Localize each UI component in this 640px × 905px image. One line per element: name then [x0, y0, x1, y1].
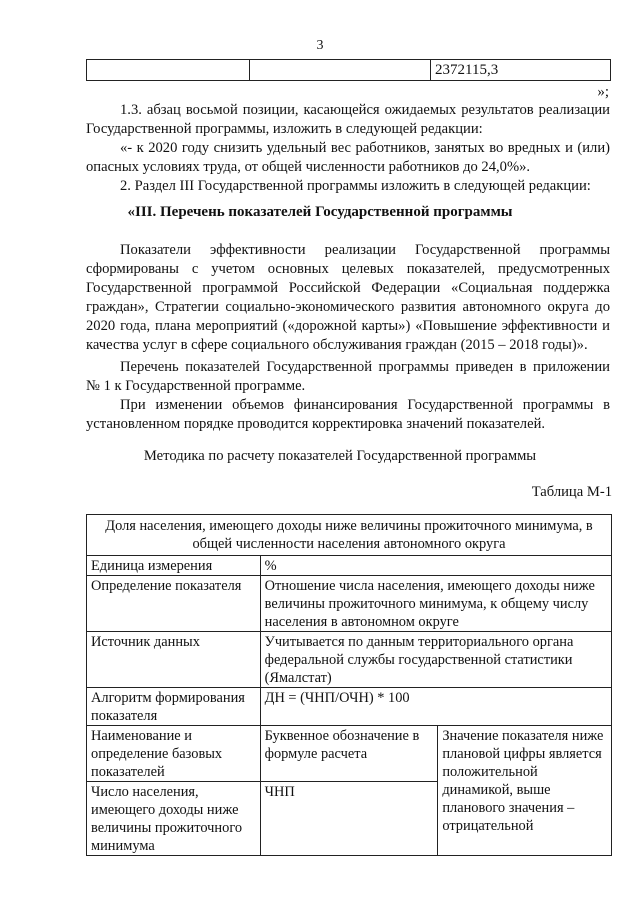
method-table	[86, 514, 612, 856]
row-label: Единица измерения	[87, 556, 261, 576]
table-row	[87, 632, 612, 688]
page-number: 3	[316, 38, 324, 53]
row-label: Источник данных	[87, 632, 261, 688]
base-indicator-name: Число населения, имеющего доходы ниже величины прожиточного минимума	[87, 782, 261, 856]
table-row-subheader	[87, 726, 612, 782]
table-title-row	[87, 515, 612, 556]
table-title: Доля населения, имеющего доходы ниже величины прожиточного минимума, в общей численности населения автономного округа	[87, 515, 612, 556]
row-label: Алгоритм формирования показателя	[87, 688, 261, 726]
subheader-symbol: Буквенное обозначение в формуле расчета	[260, 726, 438, 782]
paragraph-1-3: 1.3. абзац восьмой позиции, касающейся ожидаемых результатов реализации Государственной программы, изложить в следующей редакции:	[86, 102, 610, 137]
table-cell-empty-2	[250, 60, 431, 81]
paragraph-2: 2. Раздел III Государственной программы изложить в следующей редакции:	[120, 178, 591, 194]
row-value: %	[260, 556, 611, 576]
previous-table-fragment	[86, 59, 611, 81]
paragraph-changes: При изменении объемов финансирования Государственной программы в установленном порядке проводится корректировка значений показателей.	[86, 397, 610, 432]
paragraph-indicators: Показатели эффективности реализации Государственной программы сформированы с учетом основных целевых показателей, предусмотренных Государственной программой Российской Федерации «Социальная поддержка граждан», Стратегии социально-экономического развития автономного округа до 2020 года, плана мероприятий («дорожной карты») «Повышение эффективности и качества услуг в сфере социального обслуживания граждан (2015 – 2018 годы)».	[86, 242, 610, 353]
table-row	[87, 688, 612, 726]
table-row	[87, 576, 612, 632]
base-indicator-symbol: ЧНП	[260, 782, 438, 856]
section-heading: «III. Перечень показателей Государственной программы	[127, 204, 513, 220]
row-value: Учитывается по данным территориального органа федеральной службы государственной статистики (Ямалстат)	[260, 632, 611, 688]
row-label: Определение показателя	[87, 576, 261, 632]
subheader-name: Наименование и определение базовых показателей	[87, 726, 261, 782]
row-value: Отношение числа населения, имеющего доходы ниже величины прожиточного минимума, к общему числу населения в автономном округе	[260, 576, 611, 632]
paragraph-quote: «- к 2020 году снизить удельный вес работников, занятых во вредных и (или) опасных условиях труда, от общей численности работников до 24,0%».	[86, 140, 610, 175]
subheader-value-note: Значение показателя ниже плановой цифры является положительной динамикой, выше планового значения – отрицательной	[438, 726, 612, 856]
row-value: ДН = (ЧНП/ОЧН) * 100	[260, 688, 611, 726]
table-row	[87, 556, 612, 576]
table-cell-total: 2372115,3	[431, 60, 611, 81]
method-caption: Методика по расчету показателей Государственной программы	[143, 448, 537, 464]
closing-quote: »;	[597, 84, 609, 100]
table-cell-empty-1	[87, 60, 250, 81]
paragraph-list: Перечень показателей Государственной программы приведен в приложении № 1 к Государственной программе.	[86, 359, 610, 394]
table-label: Таблица М-1	[531, 484, 612, 500]
